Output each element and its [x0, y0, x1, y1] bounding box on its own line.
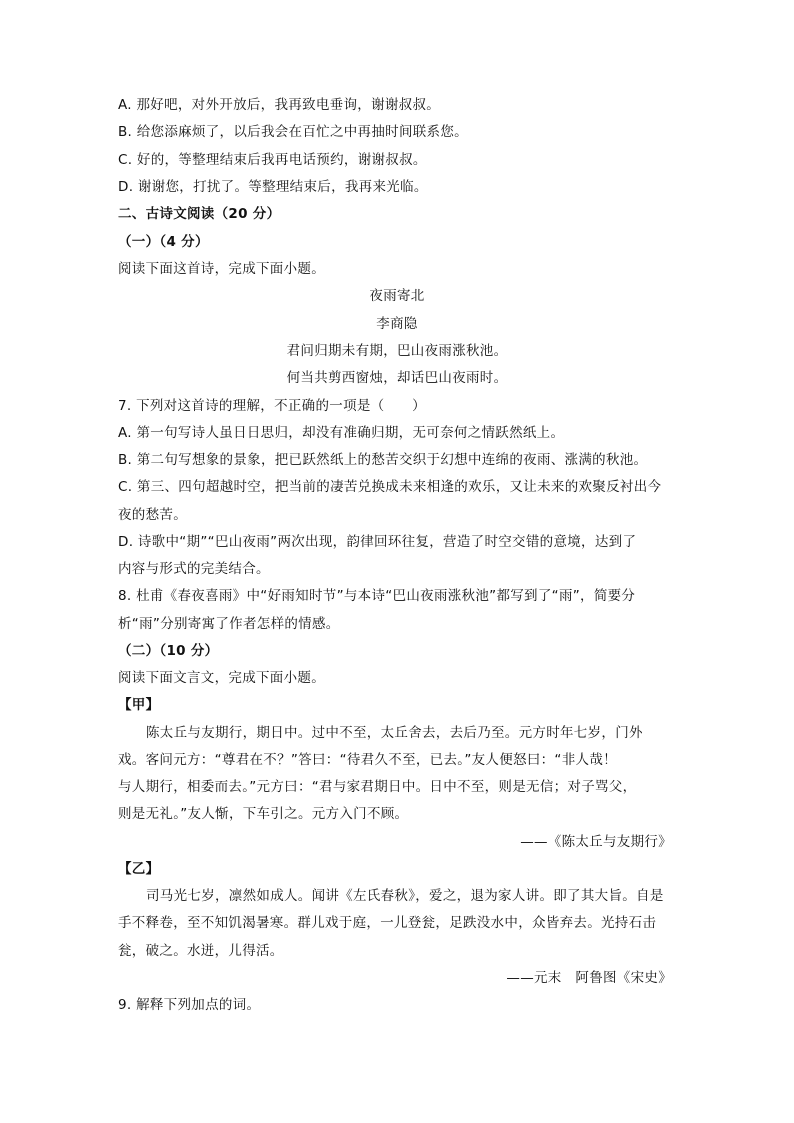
poem-author: 李商隐 — [376, 316, 418, 332]
question-9-stem: 9. 解释下列加点的词。 — [118, 997, 261, 1013]
option-b-prev: B. 给您添麻烦了，以后我会在百忙之中再抽时间联系您。 — [118, 124, 468, 140]
part1-instruction: 阅读下面这首诗，完成下面小题。 — [118, 261, 325, 277]
part2-label: （二）（10 分） — [118, 643, 219, 659]
passage-jia-line1: 陈太丘与友期行，期日中。过中不至，太丘舍去，去后乃至。元方时年七岁，门外 — [146, 725, 643, 741]
passage-jia-source: ——《陈太丘与友期行》 — [520, 834, 672, 850]
option-d-prev: D. 谢谢您，打扰了。等整理结束后，我再来光临。 — [118, 179, 428, 195]
question-7-option-b: B. 第二句写想象的景象，把已跃然纸上的愁苦交织于幻想中连绵的夜雨、涨满的秋池。 — [118, 452, 648, 468]
question-7-stem: 7. 下列对这首诗的理解，不正确的一项是（ ） — [118, 398, 426, 414]
part2-instruction: 阅读下面文言文，完成下面小题。 — [118, 670, 325, 686]
option-c-prev: C. 好的，等整理结束后我再电话预约，谢谢叔叔。 — [118, 152, 427, 168]
question-7-option-d-line1: D. 诗歌中“期”“巴山夜雨”两次出现，韵律回环往复，营造了时空交错的意境，达到了 — [118, 534, 637, 550]
poem-line-1: 君问归期未有期，巴山夜雨涨秋池。 — [286, 343, 508, 359]
question-7-option-a: A. 第一句写诗人虽日日思归，却没有准确归期，无可奈何之情跃然纸上。 — [118, 425, 565, 441]
passage-jia-line3: 与人期行，相委而去。”元方曰：“君与家君期日中。日中不至，则是无信；对子骂父， — [118, 779, 637, 795]
passage-yi-label: 【乙】 — [118, 861, 160, 877]
poem-title: 夜雨寄北 — [369, 288, 425, 304]
question-7-option-c-line2: 夜的愁苦。 — [118, 507, 187, 523]
question-8-line1: 8. 杜甫《春夜喜雨》中“好雨知时节”与本诗“巴山夜雨涨秋池”都写到了“雨”，简要分 — [118, 588, 636, 604]
poem-line-2: 何当共剪西窗烛，却话巴山夜雨时。 — [286, 370, 508, 386]
passage-jia-line2: 戏。客问元方：“尊君在不？”答曰：“待君久不至，已去。”友人便怒曰：“非人哉！ — [118, 752, 617, 768]
passage-yi-line2: 手不释卷，至不知饥渴暑寒。群儿戏于庭，一儿登瓮，足跌没水中，众皆弃去。光持石击 — [118, 915, 657, 931]
option-a-prev: A. 那好吧，对外开放后，我再致电垂询，谢谢叔叔。 — [118, 97, 441, 113]
passage-jia-label: 【甲】 — [118, 697, 160, 713]
section-heading: 二、古诗文阅读（20 分） — [118, 206, 281, 222]
question-8-line2: 析“雨”分别寄寓了作者怎样的情感。 — [118, 616, 340, 632]
passage-yi-line1: 司马光七岁，凛然如成人。闻讲《左氏春秋》，爱之，退为家人讲。即了其大旨。自是 — [146, 888, 664, 904]
passage-yi-line3: 瓮，破之。水迸，儿得活。 — [118, 943, 284, 959]
passage-jia-line4: 则是无礼。”友人惭，下车引之。元方入门不顾。 — [118, 806, 409, 822]
question-7-option-d-line2: 内容与形式的完美结合。 — [118, 561, 270, 577]
part1-label: （一）（4 分） — [118, 234, 209, 250]
question-7-option-c-line1: C. 第三、四句超越时空，把当前的凄苦兑换成未来相逢的欢乐，又让未来的欢聚反衬出今 — [118, 479, 662, 495]
passage-yi-source: ——元末 阿鲁图《宋史》 — [506, 970, 672, 986]
